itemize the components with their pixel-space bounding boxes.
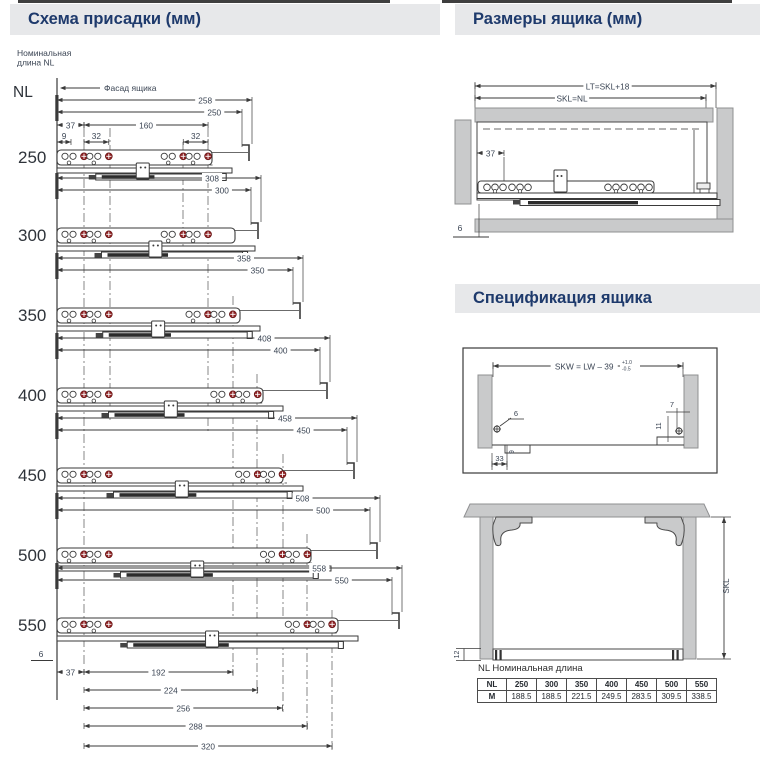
rear-hook xyxy=(320,383,327,399)
table-cell: 300 xyxy=(537,679,567,691)
rear-hook xyxy=(370,543,377,559)
table-cell: 550 xyxy=(687,679,717,691)
front-bracket xyxy=(152,321,165,337)
dim-label: 37 xyxy=(65,120,76,131)
dim-label: 508 xyxy=(295,493,310,504)
dim-label: 160 xyxy=(139,120,153,131)
facade-label: Фасад ящика xyxy=(104,83,157,93)
gap-dim-label: 6 xyxy=(457,223,463,233)
dim-label: 224 xyxy=(163,685,178,696)
front-bracket xyxy=(175,481,188,497)
drawer-spec-diagram xyxy=(463,348,717,473)
front-bracket xyxy=(554,170,567,192)
drawer-front-panel xyxy=(464,504,710,517)
dim-label: 192 xyxy=(151,667,166,678)
table-cell: 221.5 xyxy=(567,691,597,703)
drawer-size-title: Размеры ящика (мм) xyxy=(473,10,643,28)
drawer-side-left xyxy=(478,375,492,448)
nl-axis-label: NL xyxy=(13,84,33,101)
rear-hook xyxy=(392,613,399,629)
table-cell: 249.5 xyxy=(597,691,627,703)
table-cell: 350 xyxy=(567,679,597,691)
rear-hook xyxy=(347,463,354,479)
table-cell: 338.5 xyxy=(687,691,717,703)
nl-row-label: 550 xyxy=(18,616,47,635)
nominal-length-label: Номинальная xyxy=(17,48,72,58)
slide-row-250 xyxy=(18,95,252,181)
step-dim-label: 9 xyxy=(509,450,516,454)
nl-row-label: 250 xyxy=(18,148,47,167)
dim-label: 300 xyxy=(214,185,229,196)
cabinet-top-panel xyxy=(475,108,713,122)
dim-label: 400 xyxy=(273,345,288,356)
table-cell: M xyxy=(478,691,507,703)
nl-row-label: 400 xyxy=(18,386,47,405)
table-cell: NL xyxy=(478,679,507,691)
front-bracket xyxy=(136,163,149,179)
cabinet-front-panel xyxy=(455,120,471,204)
latch-right xyxy=(645,517,684,546)
dim-label: 500 xyxy=(316,505,330,516)
front-bracket xyxy=(206,631,219,647)
drawer-back-rail xyxy=(493,649,683,660)
top-dim-label: 7 xyxy=(669,400,675,409)
front-bracket xyxy=(164,401,177,417)
nl-row-label: 450 xyxy=(18,466,47,485)
drawer-side-right xyxy=(683,517,696,659)
dim-label: LT=SKL+18 xyxy=(585,81,630,92)
table-cell: 309.5 xyxy=(657,691,687,703)
drawer-side-left xyxy=(480,517,493,659)
side-dim-label: 11 xyxy=(656,422,663,430)
slide-row-400 xyxy=(18,333,330,419)
table-cell: 500 xyxy=(657,679,687,691)
dim-label: 256 xyxy=(176,703,191,714)
nl-row-label: 350 xyxy=(18,306,47,325)
dim-label: 288 xyxy=(188,721,203,732)
drawer-dimensions-diagram xyxy=(453,81,733,237)
drawer-front-diagram xyxy=(454,504,731,661)
table-cell: 250 xyxy=(507,679,537,691)
dim-label: 37 xyxy=(485,148,496,159)
dim-label: 308 xyxy=(205,173,219,184)
slide-row-450 xyxy=(18,413,357,499)
dim-label: 320 xyxy=(201,741,215,752)
slide-row-300 xyxy=(18,173,261,259)
drilling-scheme-diagram xyxy=(13,48,402,752)
tolerance-plus: +1.0 xyxy=(622,360,632,366)
table-cell: 188.5 xyxy=(507,691,537,703)
dim-label: 250 xyxy=(207,107,222,118)
dim-label: 32 xyxy=(91,130,102,141)
drawer-side-right xyxy=(684,375,698,448)
table-cell: 283.5 xyxy=(627,691,657,703)
rear-hook xyxy=(242,145,249,161)
dim-label: 358 xyxy=(237,253,251,264)
dim-label: 258 xyxy=(198,95,213,106)
front-bracket xyxy=(191,561,204,577)
dim-label: 9 xyxy=(61,130,67,141)
skl-dim-label: SKL xyxy=(722,578,731,594)
table-caption: NL Номинальная длина xyxy=(478,663,583,674)
nl-row-label: 300 xyxy=(18,226,47,245)
table-cell: 450 xyxy=(627,679,657,691)
dim-label: 32 xyxy=(191,130,201,141)
rear-hook xyxy=(251,223,258,239)
dim-label: SKW = LW – 39 xyxy=(554,361,614,372)
nominal-length-label: длина NL xyxy=(17,57,55,68)
table-row-m xyxy=(478,691,717,703)
dim-label: 558 xyxy=(312,563,327,574)
front-bracket xyxy=(149,241,162,257)
dim-label: 458 xyxy=(278,413,292,424)
dim-label: 33 xyxy=(495,453,504,463)
cabinet-bottom-panel xyxy=(475,219,733,232)
dim-label: 37 xyxy=(65,667,76,678)
gap-dim-label: 6 xyxy=(38,649,44,659)
dim-label: SKL=NL xyxy=(556,93,588,104)
dim-label: 450 xyxy=(296,425,311,436)
dim-label: 408 xyxy=(257,333,272,344)
tolerance-minus: -0.5 xyxy=(622,366,631,373)
slide-row-350 xyxy=(18,253,303,339)
table-row-nl xyxy=(478,679,717,691)
spec-title: Спецификация ящика xyxy=(473,289,652,307)
table-cell: 188.5 xyxy=(537,691,567,703)
bottom-dim-label: 12 xyxy=(454,650,461,659)
rail xyxy=(477,193,717,199)
nl-m-table xyxy=(477,678,717,703)
screw-dim-label: 6 xyxy=(513,409,519,418)
table-cell: 400 xyxy=(597,679,627,691)
latch-left xyxy=(493,517,532,546)
nl-row-label: 500 xyxy=(18,546,47,565)
dim-label: 350 xyxy=(250,265,265,276)
dim-label: 550 xyxy=(334,575,349,586)
drilling-title: Схема присадки (мм) xyxy=(28,10,201,28)
rear-hook xyxy=(293,303,300,319)
